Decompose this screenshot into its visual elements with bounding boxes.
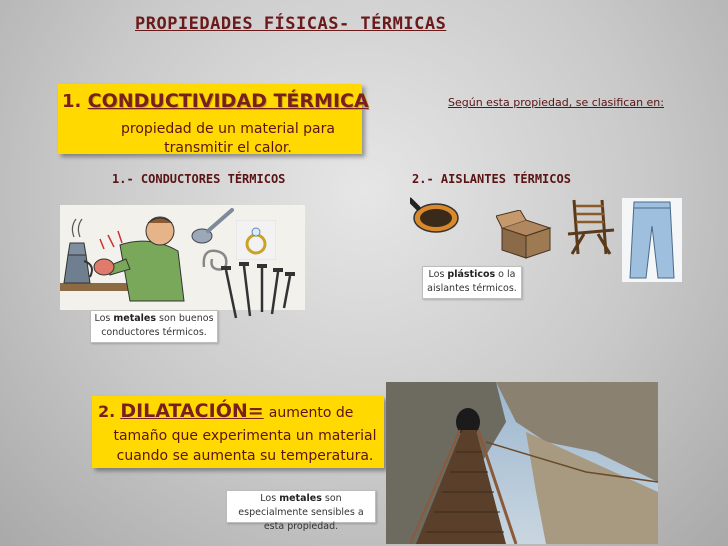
metales-note-suffix: son especialmente sensibles a esta propiedad.: [238, 493, 364, 532]
dilatacion-box: [92, 396, 384, 468]
frying-pan-icon: [410, 196, 466, 240]
conductores-note-suffix: son buenos conductores térmicos.: [101, 313, 214, 338]
page-title: PROPIEDADES FÍSICAS- TÉRMICAS: [135, 14, 447, 34]
conductores-note-bold: metales: [113, 313, 157, 324]
nails-icon: [218, 262, 298, 324]
ring-icon: [236, 220, 276, 260]
conductividad-desc-line1: propiedad de un material para: [121, 121, 335, 137]
conductividad-description: [58, 120, 398, 158]
metales-note-bold: metales: [279, 493, 322, 504]
dilatacion-line3: cuando se aumenta su temperatura.: [116, 448, 374, 464]
jeans-icon: [622, 198, 682, 282]
dilatacion-line2: tamaño que experimenta un material: [113, 428, 377, 444]
conductores-note-prefix: Los: [94, 313, 114, 324]
dilatacion-title: DILATACIÓN=: [120, 400, 264, 422]
conductividad-desc-line2: transmitir el calor.: [164, 140, 292, 156]
wooden-chair-icon: [564, 196, 618, 256]
classify-text: Según esta propiedad, se clasifican en:: [448, 96, 664, 109]
conductividad-number: 1.: [62, 91, 82, 112]
dilatacion-rest-line1: aumento de: [268, 405, 354, 421]
metales-note: [226, 490, 376, 532]
dilatacion-number: 2.: [98, 402, 116, 421]
aislantes-note-prefix: Los: [428, 269, 448, 280]
aislantes-note-bold: plásticos: [447, 269, 496, 280]
spoon-icon: [188, 206, 238, 246]
conductividad-title: CONDUCTIVIDAD TÉRMICA: [87, 90, 369, 112]
aislantes-title: 2.- AISLANTES TÉRMICOS: [412, 172, 571, 186]
conductividad-heading: [62, 90, 369, 112]
conductores-note: [90, 310, 218, 343]
conductores-title: 1.- CONDUCTORES TÉRMICOS: [112, 172, 286, 186]
dilatacion-heading: [98, 400, 353, 422]
cardboard-box-icon: [496, 210, 554, 260]
aislantes-note-suffix: o la aislantes térmicos.: [427, 269, 517, 294]
metales-note-prefix: Los: [260, 493, 280, 504]
dilatacion-description: [100, 426, 390, 466]
conductividad-box: [58, 84, 369, 156]
railway-bridge-photo: [386, 382, 658, 544]
aislantes-note: [422, 266, 522, 299]
